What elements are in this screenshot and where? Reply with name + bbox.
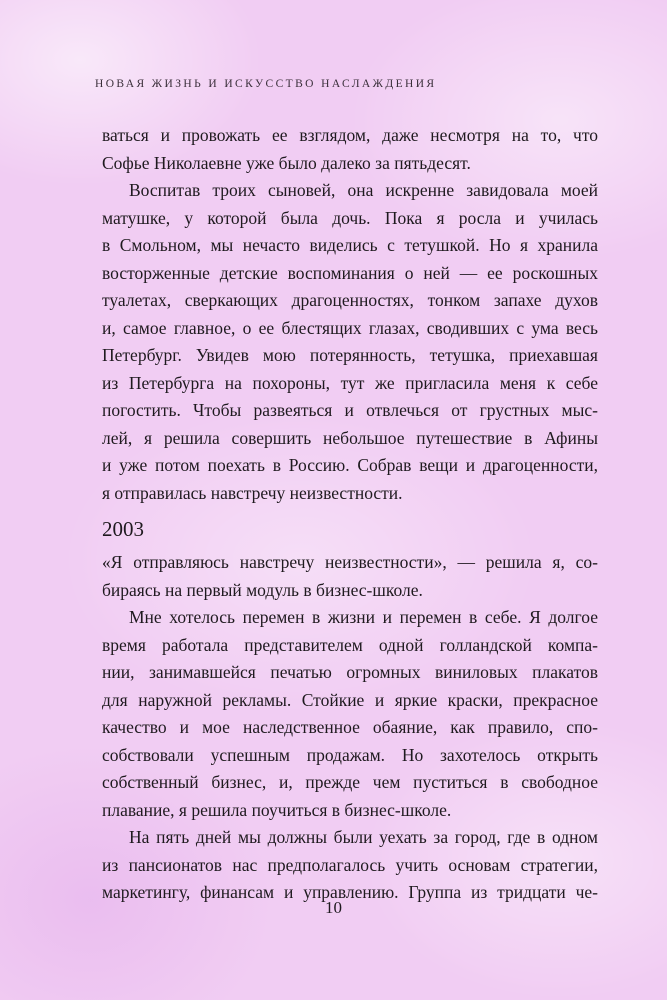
text-line: «Я отправляюсь навстречу неизвестности», — решила я, со- xyxy=(102,552,598,572)
text-line: Софье Николаевне уже было далеко за пятьдесят. xyxy=(102,152,471,173)
text-line: погостить. Чтобы развеяться и отвлечься от грустных мыс- xyxy=(102,400,598,420)
text-line: На пять дней мы должны были уехать за город, где в одном xyxy=(129,827,598,847)
text-line: бираясь на первый модуль в бизнес-школе. xyxy=(102,579,423,600)
text-line: восторженные детские воспоминания о ней — ее роскошных xyxy=(102,262,598,283)
text-line: лей, я решила совершить небольшое путешествие в Афины xyxy=(102,427,598,448)
text-line: Петербург. Увидев мою потерянность, тетушка, приехавшая xyxy=(102,345,598,365)
text-line: плавание, я решила поучиться в бизнес-школе. xyxy=(102,799,452,820)
text-line: для наружной рекламы. Стойкие и яркие краски, прекрасное xyxy=(102,689,598,710)
text-line: нии, занимавшейся печатью огромных виниловых плакатов xyxy=(102,662,598,682)
text-line: туалетах, сверкающих драгоценностях, тонком запахе духов xyxy=(102,290,598,310)
text-line: и уже потом поехать в Россию. Собрав вещи и драгоценности, xyxy=(102,455,598,475)
text-line: и, самое главное, о ее блестящих глазах, сводивших с ума весь xyxy=(102,317,598,338)
text-line: я отправилась навстречу неизвестности. xyxy=(102,482,403,503)
text-line: Воспитав троих сыновей, она искренне завидовала моей xyxy=(129,180,598,200)
section-heading: 2003 xyxy=(102,517,144,541)
text-line: из пансионатов нас предполагалось учить основам стратегии, xyxy=(102,854,598,875)
text-block-2 xyxy=(102,549,598,907)
text-line: ваться и провожать ее взглядом, даже несмотря на то, что xyxy=(102,125,598,145)
text-line: Мне хотелось перемен в жизни и перемен в себе. Я долгое xyxy=(129,607,598,627)
text-line: из Петербурга на похороны, тут же пригласила меня к себе xyxy=(102,372,598,393)
page-number: 10 xyxy=(325,898,342,917)
text-line: собственный бизнес, и, прежде чем пуститься в свободное xyxy=(102,772,598,792)
text-line: маркетингу, финансам и управлению. Группа из тридцати че- xyxy=(102,882,598,902)
text-line: собствовали успешным продажам. Но захотелось открыть xyxy=(102,744,598,765)
text-line: качество и мое наследственное обаяние, как правило, спо- xyxy=(102,717,598,737)
text-block-1 xyxy=(102,122,598,507)
text-line: время работала представителем одной голландской компа- xyxy=(102,634,598,655)
running-head: НОВАЯ ЖИЗНЬ И ИСКУССТВО НАСЛАЖДЕНИЯ xyxy=(95,78,437,90)
text-line: матушке, у которой была дочь. Пока я росла и училась xyxy=(102,207,598,228)
text-line: в Смольном, мы нечасто виделись с тетушкой. Но я хранила xyxy=(102,235,598,255)
